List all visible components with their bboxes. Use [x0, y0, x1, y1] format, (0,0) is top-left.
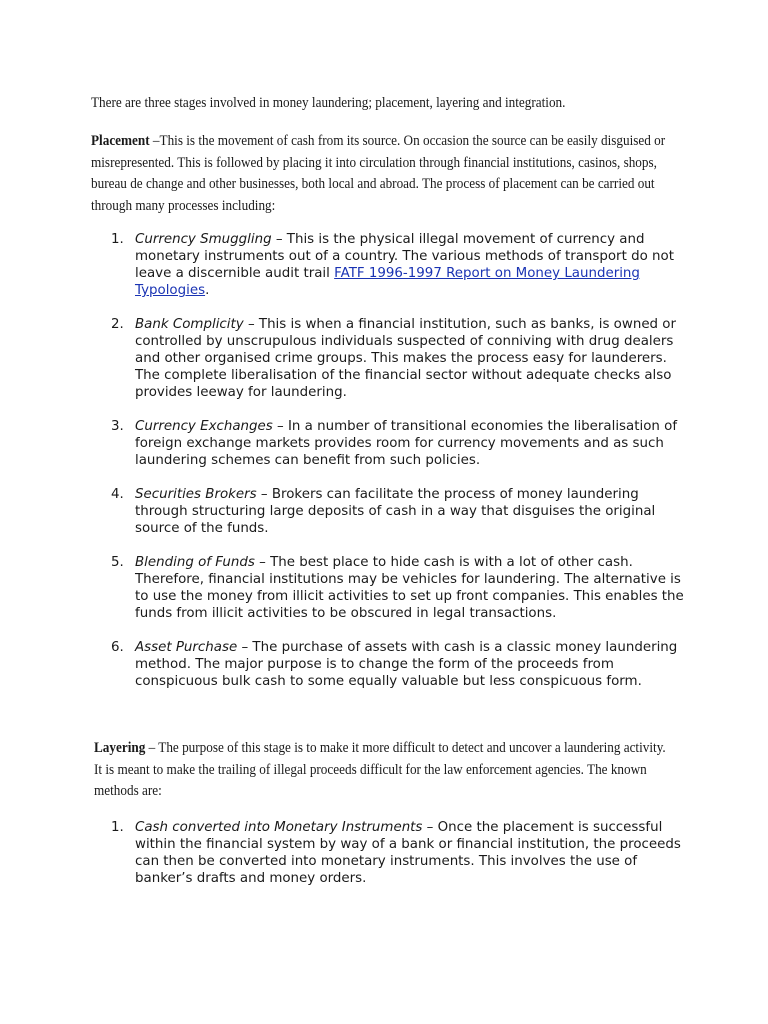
list-term: Bank Complicity — [135, 317, 244, 332]
list-term: Currency Exchanges — [135, 419, 273, 434]
list-text: – This is the physical illegal movement of currency and monetary instruments out of a country. The various methods of transport do not leave a discernible audit trail — [135, 232, 674, 281]
list-term: Cash converted into Monetary Instruments — [135, 820, 423, 835]
list-number: 5. — [111, 555, 124, 570]
list-number: 1. — [111, 232, 124, 247]
layering-text: – The purpose of this stage is to make it more difficult to detect and uncover a laundering activity. It is meant to make the trailing of illegal proceeds difficult for the law enforcement agencies. The known methods are: — [94, 740, 666, 799]
intro-paragraph: There are three stages involved in money laundering; placement, layering and integration. — [91, 95, 566, 111]
placement-paragraph — [91, 131, 666, 217]
list-term: Asset Purchase — [135, 640, 238, 655]
list-text: – The purchase of assets with cash is a classic money laundering method. The major purpose is to change the form of the proceeds from conspicuous bulk cash to some equally valuable but less conspicuous form. — [135, 640, 678, 689]
list-number: 1. — [111, 820, 124, 835]
list-item — [111, 418, 691, 469]
list-number: 4. — [111, 487, 124, 502]
list-item — [111, 554, 691, 622]
list-item — [111, 231, 691, 299]
placement-list — [111, 231, 691, 707]
list-text: – The best place to hide cash is with a lot of other cash. Therefore, financial institutions may be vehicles for laundering. The alternative is to use the money from illicit activities to set up front companies. This enables the funds from illicit activities to be obscured in legal transactions. — [135, 555, 684, 621]
list-text: – Once the placement is successful within the financial system by way of a bank or financial institution, the proceeds can then be converted into monetary instruments. This involves the use of banker’s drafts and money orders. — [135, 820, 681, 886]
layering-paragraph — [94, 738, 669, 803]
list-text-end: . — [205, 283, 210, 298]
layering-heading: Layering — [94, 740, 146, 756]
list-item — [111, 486, 691, 537]
list-number: 6. — [111, 640, 124, 655]
list-item — [111, 316, 691, 401]
list-number: 3. — [111, 419, 124, 434]
placement-heading: Placement — [91, 133, 150, 149]
list-text: – Brokers can facilitate the process of money laundering through structuring large deposits of cash in a way that disguises the original source of the funds. — [135, 487, 656, 536]
list-text: – This is when a financial institution, such as banks, is owned or controlled by unscrupulous individuals suspected of conniving with drug dealers and other organised crime groups. This makes the process easy for launderers. The complete liberalisation of the financial sector without adequate checks also provides leeway for laundering. — [135, 317, 677, 400]
list-item — [111, 819, 691, 887]
list-number: 2. — [111, 317, 124, 332]
list-term: Securities Brokers — [135, 487, 257, 502]
list-item — [111, 639, 691, 690]
fatf-report-link[interactable]: FATF 1996-1997 Report on Money Laundering Typologies — [135, 266, 640, 298]
list-term: Blending of Funds — [135, 555, 255, 570]
layering-list — [111, 819, 691, 904]
placement-text: –This is the movement of cash from its source. On occasion the source can be easily disguised or misrepresented. This is followed by placing it into circulation through financial institutions, casinos, shops, bureau de change and other businesses, both local and abroad. The process of placement can be carried out through many processes including: — [91, 133, 666, 214]
list-term: Currency Smuggling — [135, 232, 272, 247]
list-text: – In a number of transitional economies the liberalisation of foreign exchange markets provides room for currency movements and as such laundering schemes can benefit from such policies. — [135, 419, 678, 468]
